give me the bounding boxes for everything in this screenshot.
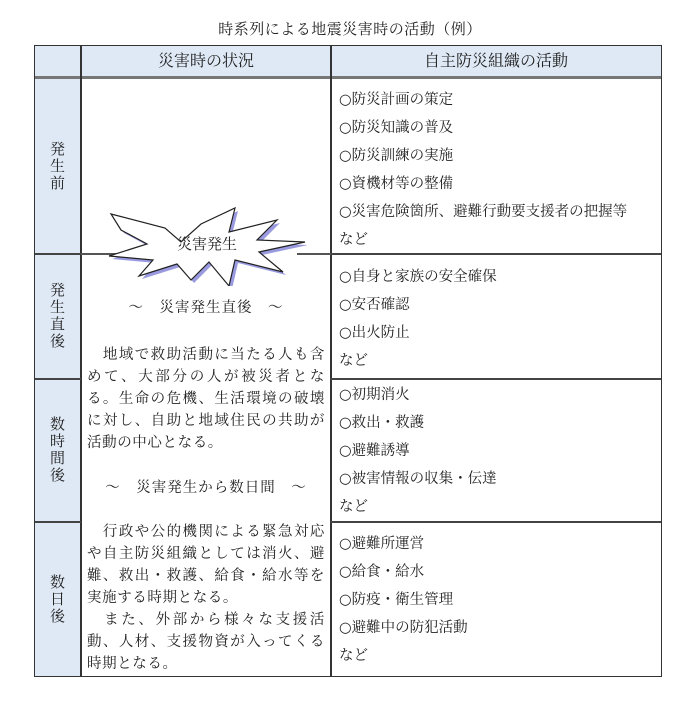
- situation-text: また、外部から様々な支援活動、人材、支援物資が入ってくる時期となる。: [87, 612, 325, 672]
- row-divider: [330, 521, 661, 523]
- activity-item: ○自身と家族の安全確保: [339, 269, 497, 285]
- activity-item: ○防災知識の普及: [339, 120, 454, 136]
- activity-item: ○安否確認: [339, 297, 410, 313]
- table-header-row: [35, 46, 661, 79]
- document-title: 時系列による地震災害時の活動（例）: [218, 20, 482, 38]
- activity-item-etc: など: [339, 353, 368, 369]
- phase-label: 数日後: [48, 574, 66, 625]
- header-activities: 自主防災組織の活動: [423, 51, 568, 70]
- header-situation: 災害時の状況: [157, 51, 254, 70]
- header-phase: [35, 46, 80, 76]
- activity-item: ○防災訓練の実施: [339, 148, 454, 164]
- activity-item-etc: など: [339, 232, 368, 248]
- phase-label: 発生前: [48, 140, 66, 192]
- phase-hours-after: [35, 379, 80, 521]
- activity-item: ○給食・給水: [339, 564, 425, 580]
- activities-before: [335, 86, 655, 254]
- burst-label: 災害発生: [176, 235, 237, 253]
- activity-item: ○初期消火: [339, 387, 410, 403]
- earthquake-activity-table: [34, 45, 662, 677]
- activity-item: ○被害情報の収集・伝達: [339, 471, 497, 487]
- phase-label: 発生直後: [48, 282, 66, 350]
- situation-heading: ～ 災害発生直後 ～: [128, 300, 284, 316]
- situation-paragraph-1: [81, 344, 331, 454]
- situation-immediately-after: [81, 296, 331, 317]
- phase-before: [35, 79, 80, 253]
- activity-item: ○防疫・衛生管理: [339, 592, 454, 608]
- situation-heading: ～ 災害発生から数日間 ～: [105, 480, 307, 496]
- situation-text: 地域で救助活動に当たる人も含めて、大部分の人が被災者となる。生命の危機、生活環境の破壊に対し、自助と地域住民の共助が活動の中心となる。: [87, 347, 325, 451]
- phase-immediately-after: [35, 254, 80, 378]
- situation-days: [81, 476, 331, 497]
- activity-item: ○防災計画の策定: [339, 92, 454, 108]
- activities-days-after: [335, 530, 655, 670]
- activities-immediately-after: [335, 263, 655, 375]
- activity-item-etc: など: [339, 499, 368, 515]
- activity-item: ○災害危険箇所、避難行動要支援者の把握等: [339, 204, 628, 220]
- activity-item: ○救出・救護: [339, 415, 425, 431]
- situation-paragraph-2: [81, 521, 331, 675]
- activity-item: ○避難誘導: [339, 443, 410, 459]
- activities-hours-after: [335, 381, 655, 521]
- activity-item: ○出火防止: [339, 325, 410, 341]
- activity-item: ○避難所運営: [339, 536, 425, 552]
- activity-item: ○避難中の防犯活動: [339, 620, 468, 636]
- activity-item: ○資機材等の整備: [339, 176, 454, 192]
- row-divider: [330, 378, 661, 380]
- phase-days-after: [35, 522, 80, 677]
- activity-item-etc: など: [339, 648, 368, 664]
- phase-label: 数時間後: [48, 416, 66, 484]
- situation-text: 行政や公的機関による緊急対応や自主防災組織としては消火、避難、救出・救護、給食・給水等を実施する時期となる。: [87, 524, 325, 606]
